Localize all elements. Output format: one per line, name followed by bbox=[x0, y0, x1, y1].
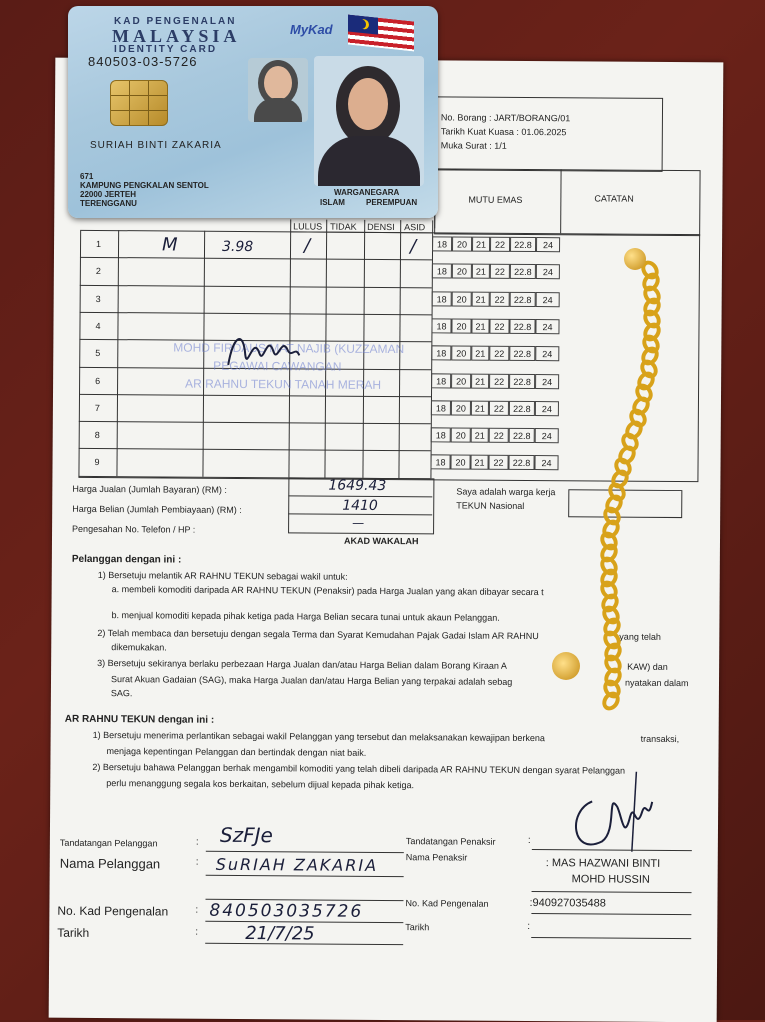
colon-2: : bbox=[195, 856, 199, 868]
saya-checkbox[interactable] bbox=[568, 489, 682, 518]
term-p2b: dikemukakan. bbox=[111, 642, 167, 653]
tarikh2-label: Tarikh bbox=[405, 922, 430, 933]
purity-cell[interactable]: 22.8 bbox=[508, 455, 534, 470]
ar-heading: AR RAHNU TEKUN dengan ini : bbox=[64, 713, 215, 726]
pelanggan-heading: Pelanggan dengan ini : bbox=[71, 553, 182, 566]
purity-cell[interactable]: 22.8 bbox=[509, 373, 535, 388]
harga-belian-label: Harga Belian (Jumlah Pembiayaan) (RM) : bbox=[72, 503, 242, 515]
card-addr4: TERENGGANU bbox=[80, 199, 137, 208]
signature-penaksir bbox=[562, 761, 663, 862]
purity-cell[interactable]: 20 bbox=[451, 318, 471, 333]
ic-pelanggan-value: 840503035726 bbox=[209, 900, 364, 922]
purity-cell[interactable]: 18 bbox=[431, 400, 451, 415]
row1-asid-mark: / bbox=[409, 236, 417, 258]
officer-signature bbox=[223, 325, 303, 376]
term-p3b-end: nyatakan dalam bbox=[624, 677, 689, 689]
purity-cell[interactable]: 24 bbox=[535, 401, 559, 416]
purity-cell[interactable]: 22 bbox=[489, 428, 509, 443]
purity-cell[interactable]: 18 bbox=[430, 455, 450, 470]
purity-cell[interactable]: 21 bbox=[470, 455, 488, 470]
row-number: 7 bbox=[94, 402, 100, 413]
purity-cell[interactable]: 24 bbox=[536, 237, 560, 252]
purity-cell[interactable]: 20 bbox=[451, 400, 471, 415]
col-densi: DENSI bbox=[367, 221, 395, 233]
nama-pelanggan-value: SuRIAH ZAKARIA bbox=[215, 854, 379, 875]
nama-penaksir-value2: MOHD HUSSIN bbox=[571, 873, 650, 886]
muka-surat: Muka Surat : 1/1 bbox=[440, 140, 507, 151]
purity-cell[interactable]: 24 bbox=[535, 346, 559, 361]
card-religion: ISLAM bbox=[320, 198, 345, 207]
purity-cell[interactable]: 21 bbox=[471, 428, 489, 443]
card-ic-number: 840503-03-5726 bbox=[88, 54, 198, 69]
purity-cell[interactable]: 24 bbox=[535, 428, 559, 443]
signature-pelanggan: SzFJe bbox=[219, 822, 273, 848]
col-lulus: LULUS bbox=[293, 221, 323, 232]
saya-line1: Saya adalah warga kerja bbox=[456, 486, 556, 498]
purity-cell[interactable]: 20 bbox=[452, 264, 472, 279]
officer-stamp-line3: AR RAHNU TEKUN TANAH MERAH bbox=[185, 376, 382, 392]
term-p2a-end: yang telah bbox=[619, 631, 661, 642]
purity-cell[interactable]: 21 bbox=[472, 264, 490, 279]
akad-wakalah: AKAD WAKALAH bbox=[343, 535, 419, 547]
term-a1b: menjaga kepentingan Pelanggan dan bertindak dengan niat baik. bbox=[106, 746, 367, 758]
purity-cell[interactable]: 20 bbox=[451, 428, 471, 443]
col-catatan: CATATAN bbox=[594, 193, 634, 204]
col-tidak: TIDAK bbox=[330, 221, 357, 232]
purity-cell[interactable]: 22 bbox=[489, 401, 509, 416]
colon-3: : bbox=[195, 904, 199, 916]
colon-5: : bbox=[527, 834, 531, 847]
purity-cell[interactable]: 22.8 bbox=[509, 401, 535, 416]
purity-cell[interactable]: 22.8 bbox=[509, 428, 535, 443]
purity-cell[interactable]: 24 bbox=[536, 264, 560, 279]
pengesahan-value: — bbox=[352, 515, 365, 530]
purity-cell[interactable]: 20 bbox=[452, 291, 472, 306]
purity-cell[interactable]: 22 bbox=[488, 455, 508, 470]
row-number: 1 bbox=[96, 238, 102, 250]
purity-cell[interactable]: 18 bbox=[431, 345, 451, 360]
term-a1a-end: transaksi, bbox=[640, 733, 680, 745]
purity-cell[interactable]: 18 bbox=[432, 291, 452, 306]
purity-cell[interactable]: 20 bbox=[450, 455, 470, 470]
term-p3b: Surat Akuan Gadaian (SAG), maka Harga Jualan dan/atau Harga Belian yang terpakai adalah sebag bbox=[110, 674, 513, 687]
purity-cell[interactable]: 20 bbox=[452, 236, 472, 251]
row1-weight: 3.98 bbox=[221, 238, 254, 256]
card-name: SURIAH BINTI ZAKARIA bbox=[90, 140, 222, 151]
card-small-photo bbox=[248, 58, 308, 122]
row-number: 2 bbox=[95, 266, 101, 277]
purity-cell[interactable]: 22.8 bbox=[509, 346, 535, 361]
purity-cell[interactable]: 22.8 bbox=[510, 264, 536, 279]
row-number: 6 bbox=[95, 375, 101, 386]
colon-1: : bbox=[195, 836, 199, 848]
tarikh-kuat-kuasa: Tarikh Kuat Kuasa : 01.06.2025 bbox=[440, 126, 567, 138]
col-mutu-emas: MUTU EMAS bbox=[468, 194, 523, 205]
ic-penaksir-value: :940927035488 bbox=[529, 897, 606, 910]
purity-cell[interactable]: 22.8 bbox=[509, 319, 535, 334]
nama-pelanggan-label: Nama Pelanggan bbox=[59, 855, 161, 872]
nama-penaksir-value1: : MAS HAZWANI BINTI bbox=[545, 857, 661, 870]
card-addr1: 671 bbox=[80, 172, 94, 181]
term-p3c: SAG. bbox=[110, 688, 133, 699]
tandatangan-pelanggan-label: Tandatangan Pelanggan bbox=[59, 837, 158, 849]
purity-cell[interactable]: 21 bbox=[471, 373, 489, 388]
colon-4: : bbox=[195, 926, 199, 938]
card-header-line2: MALAYSIA bbox=[112, 26, 241, 46]
tarikh-value: 21/7/25 bbox=[245, 923, 315, 945]
purity-cell[interactable]: 24 bbox=[535, 374, 559, 389]
tandatangan-penaksir-label: Tandatangan Penaksir bbox=[405, 836, 496, 847]
purity-cell[interactable]: 22 bbox=[489, 373, 509, 388]
purity-cell[interactable]: 22 bbox=[489, 346, 509, 361]
purity-cell[interactable]: 18 bbox=[431, 427, 451, 442]
term-p1b: b. menjual komoditi kepada pihak ketiga pada Harga Belian secara tunai untuk akaun Pelanggan. bbox=[111, 610, 500, 623]
tarikh-label: Tarikh bbox=[57, 925, 90, 940]
harga-jualan-value: 1649.43 bbox=[328, 477, 387, 495]
officer-stamp-line2: PEGAWAI CAWANGAN bbox=[213, 358, 342, 374]
card-gender: PEREMPUAN bbox=[366, 198, 418, 207]
identity-card bbox=[68, 6, 438, 218]
row-number: 4 bbox=[95, 320, 101, 331]
purity-cell[interactable]: 21 bbox=[472, 291, 490, 306]
term-a2b: perlu menanggung segala kos berkaitan, sebelum dijual kepada pihak ketiga. bbox=[106, 778, 415, 791]
purity-cell[interactable]: 18 bbox=[432, 264, 452, 279]
purity-cell[interactable]: 21 bbox=[471, 318, 489, 333]
purity-cell[interactable]: 21 bbox=[472, 237, 490, 252]
purity-cell[interactable]: 18 bbox=[431, 373, 451, 388]
purity-cell[interactable]: 24 bbox=[535, 319, 559, 334]
term-p3a: 3) Bersetuju sekiranya berlaku perbezaan Harga Jualan dan/atau Harga Belian dalam Borang Kiraan A bbox=[97, 657, 507, 671]
col-asid: ASID bbox=[404, 222, 426, 233]
row-number: 3 bbox=[95, 293, 101, 304]
purity-cell[interactable]: 22 bbox=[490, 291, 510, 306]
purity-cell[interactable]: 22.8 bbox=[510, 237, 536, 252]
row-number: 5 bbox=[95, 348, 101, 359]
officer-stamp-line1: MOHD FIRDAUS MAT NAJIB (KUZZAMAN bbox=[173, 340, 405, 357]
purity-cell[interactable]: 24 bbox=[534, 455, 558, 470]
smart-chip-icon bbox=[110, 80, 168, 126]
purity-cell[interactable]: 24 bbox=[536, 292, 560, 307]
purity-cell[interactable]: 20 bbox=[451, 373, 471, 388]
card-addr2: KAMPUNG PENGKALAN SENTOL bbox=[80, 181, 209, 190]
harga-jualan-label: Harga Jualan (Jumlah Bayaran) (RM) : bbox=[72, 483, 227, 495]
card-header-line3: IDENTITY CARD bbox=[114, 44, 218, 55]
nama-penaksir-label: Nama Penaksir bbox=[405, 852, 468, 863]
saya-line2: TEKUN Nasional bbox=[456, 500, 525, 511]
card-header-line1: KAD PENGENALAN bbox=[114, 16, 237, 27]
pengesahan-label: Pengesahan No. Telefon / HP : bbox=[72, 523, 196, 535]
row-number: 9 bbox=[94, 457, 100, 468]
purity-cell[interactable]: 22.8 bbox=[510, 291, 536, 306]
card-main-photo bbox=[314, 56, 424, 186]
malaysia-flag-icon bbox=[348, 15, 414, 52]
purity-cell[interactable]: 18 bbox=[432, 236, 452, 251]
card-citizenship: WARGANEGARA bbox=[334, 188, 400, 197]
term-p2a: 2) Telah membaca dan bersetuju dengan segala Terma dan Syarat Kemudahan Pajak Gadai Islam AR RAHNU bbox=[97, 627, 539, 642]
purity-cell[interactable]: 21 bbox=[471, 346, 489, 361]
row1-item: M bbox=[161, 234, 178, 256]
term-p3a-end: KAW) dan bbox=[627, 661, 668, 672]
card-addr3: 22000 JERTEH bbox=[80, 190, 137, 199]
purity-cell[interactable]: 21 bbox=[471, 400, 489, 415]
no-kad-pengenalan-label: No. Kad Pengenalan bbox=[57, 903, 169, 919]
purity-cell[interactable]: 22 bbox=[490, 237, 510, 252]
mykad-logo: MyKad bbox=[290, 22, 333, 37]
term-a1a: 1) Bersetuju menerima perlantikan sebagai wakil Pelanggan yang tersebut dan melaksanakan kewajipan berkena bbox=[92, 729, 545, 744]
purity-cell[interactable]: 18 bbox=[431, 318, 451, 333]
term-a2a: 2) Bersetuju bahawa Pelanggan berhak mengambil komoditi yang telah dibeli daripada AR RAHNU TEKUN dengan syarat Pelanggan bbox=[92, 761, 626, 776]
purity-cell[interactable]: 22 bbox=[490, 264, 510, 279]
colon-6: : bbox=[527, 920, 531, 933]
borang-no: No. Borang : JART/BORANG/01 bbox=[440, 112, 571, 124]
term-p1a: a. membeli komoditi daripada AR RAHNU TEKUN (Penaksir) pada Harga Jualan yang akan dibayar secara t bbox=[111, 584, 544, 598]
purity-cell[interactable]: 20 bbox=[451, 346, 471, 361]
term-p1: 1) Bersetuju melantik AR RAHNU TEKUN sebagai wakil untuk: bbox=[97, 569, 348, 582]
no-kad-penaksir-label: No. Kad Pengenalan bbox=[405, 898, 489, 909]
harga-belian-value: 1410 bbox=[342, 497, 378, 514]
row-number: 8 bbox=[94, 430, 100, 441]
purity-cell[interactable]: 22 bbox=[489, 319, 509, 334]
row1-lulus-mark: / bbox=[303, 235, 311, 257]
